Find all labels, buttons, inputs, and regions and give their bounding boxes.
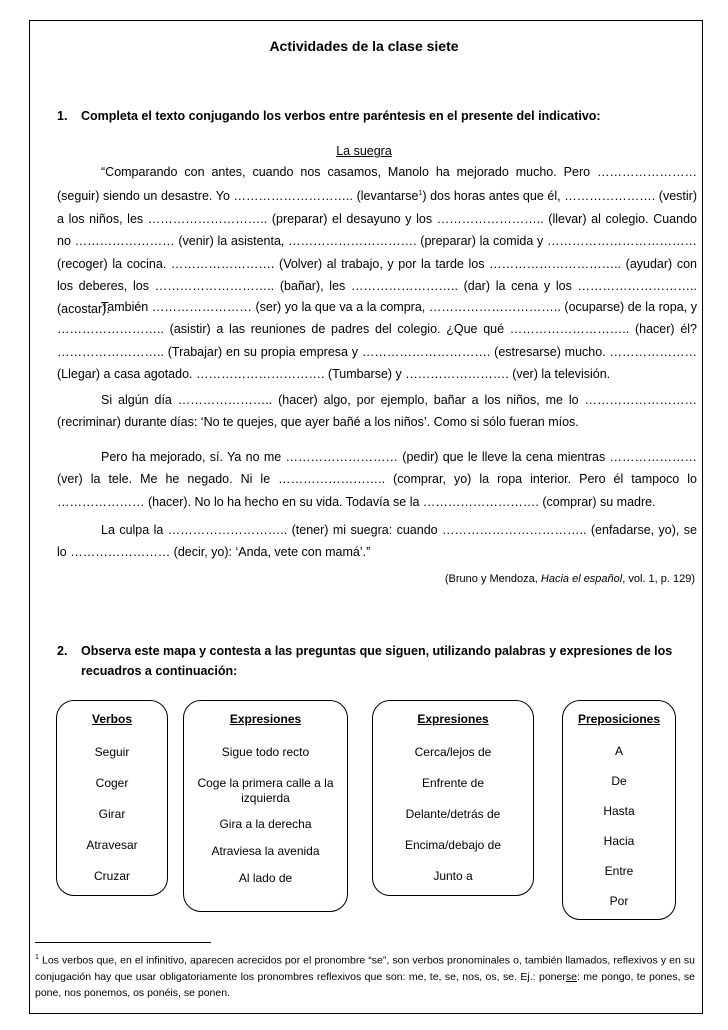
list-item: Por <box>609 894 629 908</box>
citation-book: Hacia el español <box>540 573 623 585</box>
verbos-header: Verbos <box>91 712 133 726</box>
list-item: Coge la primera calle a la izquierda <box>197 776 334 805</box>
list-item: Girar <box>98 807 126 821</box>
list-item: Hacia <box>603 834 635 848</box>
paragraph-1-text-b: ) dos horas antes que él, …………………. (vestir) a los niños, les ……………………….. (preparar) el desayuno y los …………………….. (llevar) al colegio. Cuando no …………………… (venir) la asistenta, …………………………. (preparar) la comida y ……………………………… (recoger) la cocina. ……………………. (Volver) al trabajo, y por la tarde los ………………………….. (ayudar) con los deberes, los ……………………….. (bañar), les …………………….. (dar) la cena y los ……………………….. (acostar). <box>57 189 697 316</box>
expresiones-2-header: Expresiones <box>417 712 489 726</box>
question-2-number: 2. <box>57 644 68 658</box>
list-item: Gira a la derecha <box>219 817 312 831</box>
question-2-text-cont: recuadros a continuación: <box>81 664 238 678</box>
list-item: A <box>614 744 623 758</box>
expresiones-list-1 <box>190 712 341 886</box>
list-item: Coger <box>95 776 129 790</box>
list-item: Sigue todo recto <box>221 745 310 759</box>
preposiciones-header: Preposiciones <box>577 712 661 726</box>
list-item: Junto a <box>433 869 473 883</box>
paragraph-4: Pero ha mejorado, sí. Ya no me ……………………… (pedir) que le lleve la cena mientras ………………… (ver) la tele. Me he negado. Ni le …………………….. (comprar, yo) la ropa interior. Pero él tampoco lo ………………… (hacer). No lo ha hecho en su vida. Todavía se la ………………………. (comprar) su madre. <box>57 450 697 509</box>
list-item: Delante/detrás de <box>405 807 501 821</box>
footnote-underlined: se <box>565 970 577 983</box>
footnote <box>35 950 695 1001</box>
list-item: Al lado de <box>238 871 293 885</box>
list-item: Seguir <box>94 745 130 759</box>
paragraph-2: También …………………… (ser) yo la que va a la compra, ………………………….. (ocuparse) de la ropa, y …………………….. (asistir) a las reuniones de padres del colegio. ¿Que qué ……………………….. (hacer) él? …………………….. (Trabajar) en su propia empresa y …………………………. (estresarse) mucho. ………………… (Llegar) a casa agotado. …………………………. (Tumbarse) y ……………………. (ver) la televisión. <box>57 300 697 382</box>
citation <box>445 573 695 585</box>
expresiones-1-header: Expresiones <box>229 712 302 726</box>
list-item: Atravesar <box>86 838 138 852</box>
list-item: De <box>611 774 627 788</box>
list-item: Enfrente de <box>421 776 485 790</box>
list-item: Hasta <box>603 804 635 818</box>
paragraph-1-text-a: “Comparando con antes, cuando nos casamos, Manolo ha mejorado mucho. Pero …………………… (seguir) siendo un desastre. Yo ……………………….. (levantarse <box>57 165 697 204</box>
footnote-text: Los verbos que, en el infinitivo, aparecen acrecidos por el pronombre “se”, son verbos pronominales o, también llamados, reflexivos y en su conjugación hay que usar obligatoriamente los pronombres reflexivos que son: me, te, se, nos, os, se. Ej.: poner <box>35 954 695 983</box>
question-1 <box>57 109 697 123</box>
page-title: Actividades de la clase siete <box>269 38 459 54</box>
paragraph-5: La culpa la ……………………….. (tener) mi suegra: cuando …………………………….. (enfadarse, yo), se lo …………………… (decir, yo): ‘Anda, vete con mamá’.” <box>57 523 697 560</box>
question-2 <box>57 641 697 681</box>
footnote-mark: 1 <box>35 954 39 961</box>
list-item: Cerca/lejos de <box>414 745 492 759</box>
footnote-tail: : me pongo, te pones, se pone, nos ponemos, os ponéis, se ponen. <box>35 970 696 999</box>
question-1-number: 1. <box>57 109 68 123</box>
story-title: La suegra <box>336 144 392 158</box>
question-1-text: Completa el texto conjugando los verbos entre paréntesis en el presente del indicativo: <box>81 109 601 123</box>
citation-tail: , vol. 1, p. 129) <box>622 573 695 585</box>
citation-text: (Bruno y Mendoza, <box>444 573 541 585</box>
expresiones-list-2 <box>372 712 534 884</box>
preposiciones-list <box>562 712 676 909</box>
list-item: Encima/debajo de <box>404 838 502 852</box>
footnote-ref: 1 <box>418 190 423 198</box>
list-item: Entre <box>604 864 634 878</box>
footnote-separator <box>35 942 211 943</box>
question-2-text: Observa este mapa y contesta a las preguntas que siguen, utilizando palabras y expresiones de los <box>81 644 673 658</box>
paragraph-3: Si algún día ………………….. (hacer) algo, por ejemplo, bañar a los niños, me lo ……………………… (recriminar) durante días: ‘No te quejes, que ayer bañé a los niños’. Como si sólo fueran míos. <box>57 393 697 430</box>
verbos-list <box>56 712 168 884</box>
list-item: Cruzar <box>93 869 130 883</box>
list-item: Atraviesa la avenida <box>211 844 320 858</box>
